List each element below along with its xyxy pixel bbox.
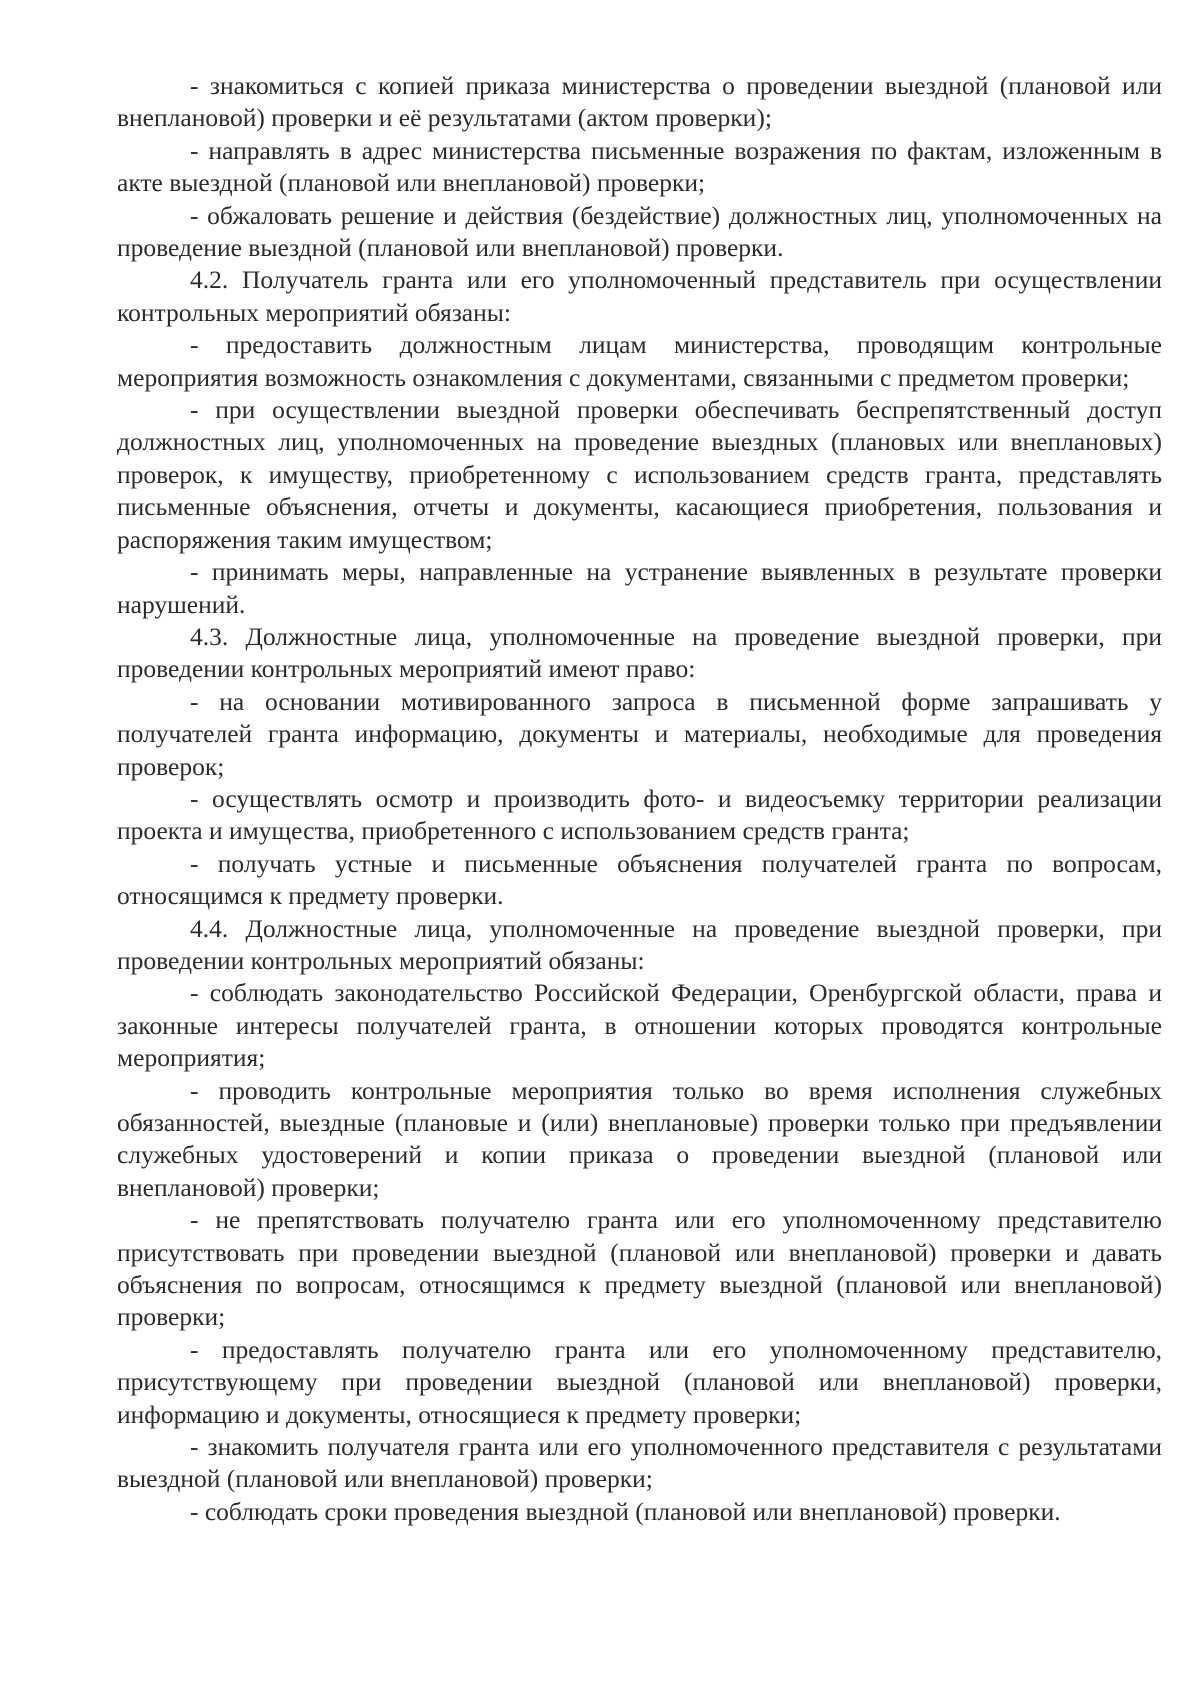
paragraph: - предоставлять получателю гранта или его уполномоченному представителю, присутствующему при проведении выездной (плановой или внеплановой) проверки, информацию и документы, относящиеся к предмету проверки; xyxy=(117,1334,1162,1429)
paragraph: - на основании мотивированного запроса в письменной форме запрашивать у получателей гранта информацию, документы и материалы, необходимые для проведения проверок; xyxy=(117,686,1162,781)
paragraph: - соблюдать законодательство Российской Федерации, Оренбургской области, права и законные интересы получателей гранта, в отношении которых проводятся контрольные мероприятия; xyxy=(117,978,1162,1073)
section-paragraph-4-3: 4.3. Должностные лица, уполномоченные на проведение выездной проверки, при проведении контрольных мероприятий имеют право: xyxy=(117,621,1162,684)
paragraph: - осуществлять осмотр и производить фото- и видеосъемку территории реализации проекта и имущества, приобретенного с использованием средств гранта; xyxy=(117,783,1162,846)
paragraph: - предоставить должностным лицам министерства, проводящим контрольные мероприятия возможность ознакомления с документами, связанными с предметом проверки; xyxy=(117,330,1162,392)
paragraph: - соблюдать сроки проведения выездной (плановой или внеплановой) проверки. xyxy=(190,1496,1061,1526)
paragraph: - при осуществлении выездной проверки обеспечивать беспрепятственный доступ должностных лиц, уполномоченных на проведение выездных (плановых или внеплановых) проверок, к имуществу, приобретенному с использованием средств гранта, представлять письменные объяснения, отчеты и документы, касающиеся приобретения, пользования и распоряжения таким имуществом; xyxy=(117,395,1162,554)
paragraph: - обжаловать решение и действия (бездействие) должностных лиц, уполномоченных на проведение выездной (плановой или внеплановой) проверки. xyxy=(117,200,1162,263)
paragraph: - принимать меры, направленные на устранение выявленных в результате проверки нарушений. xyxy=(117,557,1162,619)
paragraph: - проводить контрольные мероприятия только во время исполнения служебных обязанностей, выездные (плановые и (или) внеплановые) проверки только при предъявлении служебных удостоверений и копии приказа о проведении выездной (плановой или внеплановой) проверки; xyxy=(117,1075,1162,1202)
document-page xyxy=(117,70,1162,1528)
section-paragraph-4-2: 4.2. Получатель гранта или его уполномоченный представитель при осуществлении контрольных мероприятий обязаны: xyxy=(117,265,1162,327)
paragraph: - направлять в адрес министерства письменные возражения по фактам, изложенным в акте выездной (плановой или внеплановой) проверки; xyxy=(117,135,1162,198)
paragraph: - знакомить получателя гранта или его уполномоченного представителя с результатами выездной (плановой или внеплановой) проверки; xyxy=(117,1432,1162,1494)
paragraph: - не препятствовать получателю гранта или его уполномоченному представителю присутствовать при проведении выездной (плановой или внеплановой) проверки и давать объяснения по вопросам, относящимся к предмету выездной (плановой или внеплановой) проверки; xyxy=(117,1205,1162,1332)
paragraph: - получать устные и письменные объяснения получателей гранта по вопросам, относящимся к предмету проверки. xyxy=(117,848,1162,911)
section-paragraph-4-4: 4.4. Должностные лица, уполномоченные на проведение выездной проверки, при проведении контрольных мероприятий обязаны: xyxy=(117,913,1162,975)
paragraph: - знакомиться с копией приказа министерства о проведении выездной (плановой или внеплановой) проверки и её результатами (актом проверки); xyxy=(117,71,1162,133)
